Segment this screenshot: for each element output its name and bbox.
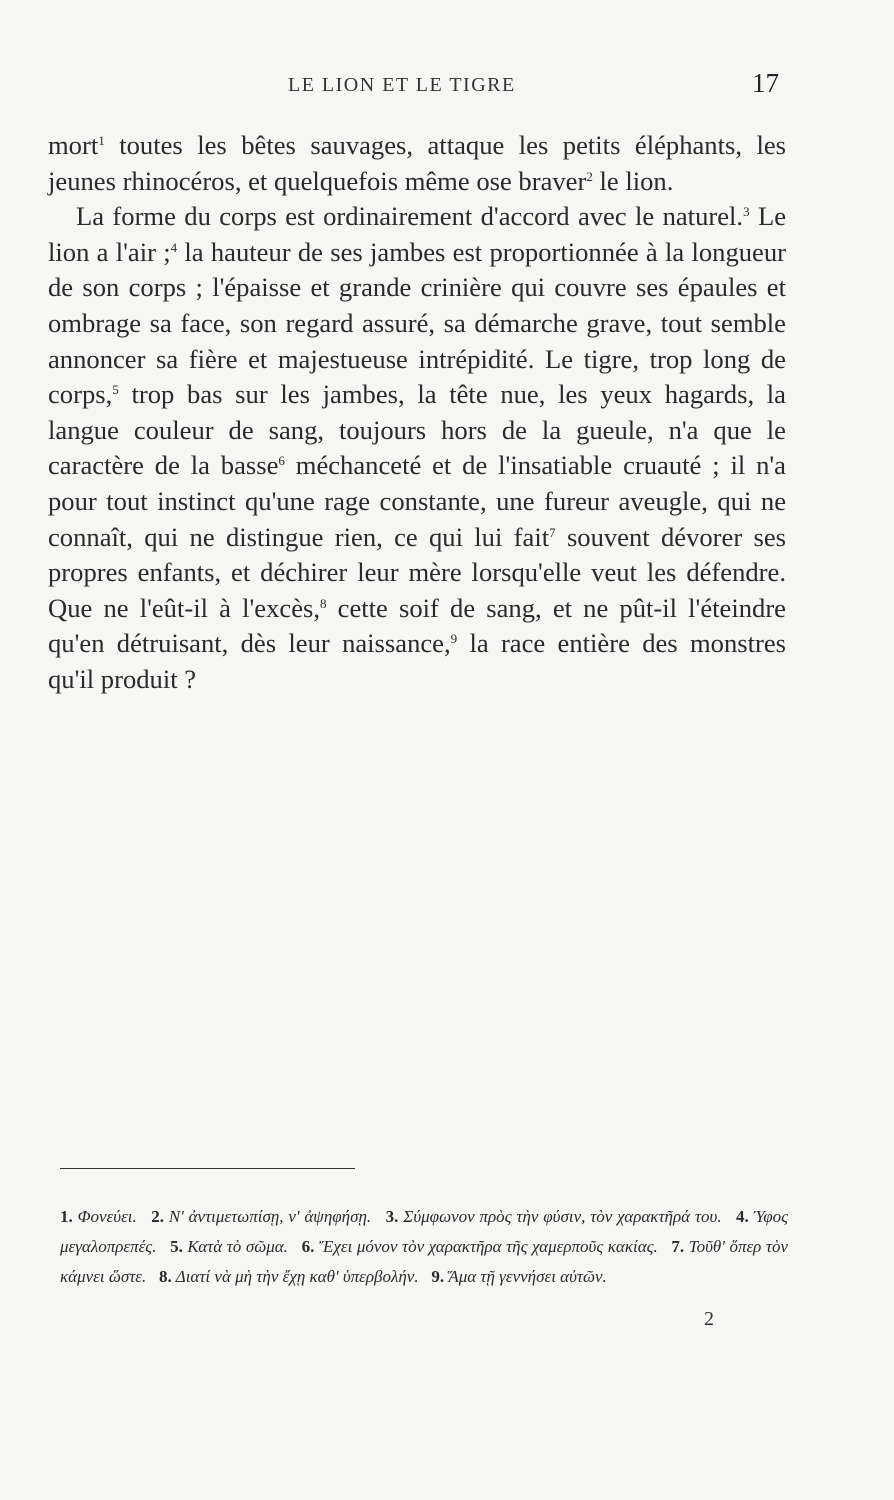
running-head: [0, 68, 894, 108]
footnote-number: 2.: [151, 1207, 164, 1226]
text-run: le lion.: [592, 165, 674, 196]
footnote-ref: 7: [549, 524, 556, 540]
page-number: 17: [752, 68, 779, 98]
text-run: trop bas sur les jambes, la tête nue, les yeux hagards, la langue couleur de sang, toujours hors de la gueule, n'a que le caractère de la basse: [48, 379, 786, 481]
footnote-ref: 3: [743, 204, 750, 220]
footnote: [60, 1207, 137, 1226]
footnote: [431, 1267, 606, 1286]
text-run: toutes les bêtes sauvages, attaque les petits éléphants, les jeunes rhinocéros, et quelquefois même ose braver: [48, 130, 786, 196]
footnote-text: Σύμφωνον πρὸς τὴν φύσιν, τὸν χαρακτῆρά του.: [403, 1207, 722, 1226]
footnote-ref: 2: [586, 168, 593, 184]
footnote: [151, 1207, 371, 1226]
footnote-text: Διατί νὰ μὴ τὴν ἔχῃ καθ' ὑπερβολήν.: [175, 1267, 419, 1286]
footnote-ref: 6: [278, 453, 285, 469]
footnote: [302, 1237, 658, 1256]
running-title: LE LION ET LE TIGRE: [288, 74, 516, 96]
text-run: souvent dévorer ses propres enfants, et déchirer leur mère lorsqu'elle veut les défendre. Que ne l'eût-il à l'excès,: [48, 521, 787, 623]
footnote-text: Ν' ἀντιμετωπίσῃ, ν' ἀψηφήσῃ.: [168, 1207, 372, 1226]
paragraph-2: [48, 199, 786, 697]
footnote: [170, 1237, 288, 1256]
footnote-number: 3.: [385, 1207, 399, 1226]
footnote: [159, 1267, 419, 1286]
footnote-number: 1.: [60, 1207, 73, 1226]
footnote-number: 7.: [671, 1237, 685, 1256]
footnote-number: 4.: [736, 1207, 749, 1226]
text-run: mort: [48, 130, 99, 160]
footnote-ref: 9: [450, 631, 458, 647]
footnote-number: 5.: [170, 1237, 183, 1256]
footnote-number: 9.: [431, 1267, 445, 1286]
footnote-ref: 1: [98, 133, 105, 148]
footnote-text: Φονεύει.: [77, 1207, 137, 1226]
text-run: la hauteur de ses jambes est proportionnée à la longueur de son corps ; l'épaisse et grande crinière qui couvre ses épaules et ombrage sa face, son regard assuré, sa démarche grave, tout semble annoncer sa fière et majestueuse intrépidité. Le tigre, trop long de corps,: [48, 236, 786, 410]
footnote: [386, 1207, 722, 1226]
footnotes: [60, 1202, 788, 1292]
body-text: [48, 128, 786, 698]
footnote-ref: 5: [112, 382, 119, 398]
text-run: cette soif de sang, et ne pût-il l'éteindre qu'en détruisant, dès leur naissance,: [48, 592, 786, 659]
signature-mark: 2: [704, 1308, 714, 1330]
text-run: Le lion a l'air ;: [48, 201, 786, 267]
footnote-ref: 8: [320, 595, 327, 611]
footnote-number: 8.: [159, 1267, 172, 1286]
paragraph-1: [48, 128, 786, 199]
footnote-text: Τοῦθ' ὅπερ τὸν κάμνει ὥστε.: [60, 1237, 789, 1286]
footnote-text: Ἅμα τῇ γεννήσει αὐτῶν.: [448, 1267, 607, 1286]
footnote-text: Ἔχει μόνον τὸν χαρακτῆρα τῆς χαμερποῦς κακίας.: [318, 1237, 658, 1256]
footnote-text: Ύφος μεγαλοπρεπές.: [60, 1207, 789, 1256]
text-run: La forme du corps est ordinairement d'accord avec le naturel.: [76, 201, 744, 232]
footnote-text: Κατὰ τὸ σῶμα.: [187, 1237, 288, 1256]
footnote-ref: 4: [170, 239, 178, 255]
text-run: la race entière des monstres qu'il produit ?: [48, 628, 786, 694]
footnote-number: 6.: [301, 1237, 315, 1256]
text-run: méchanceté et de l'insatiable cruauté ; il n'a pour tout instinct qu'une rage constante, une fureur aveugle, qui ne connaît, qui ne distingue rien, ce qui lui fait: [48, 450, 786, 552]
footnote-rule: [60, 1168, 355, 1169]
